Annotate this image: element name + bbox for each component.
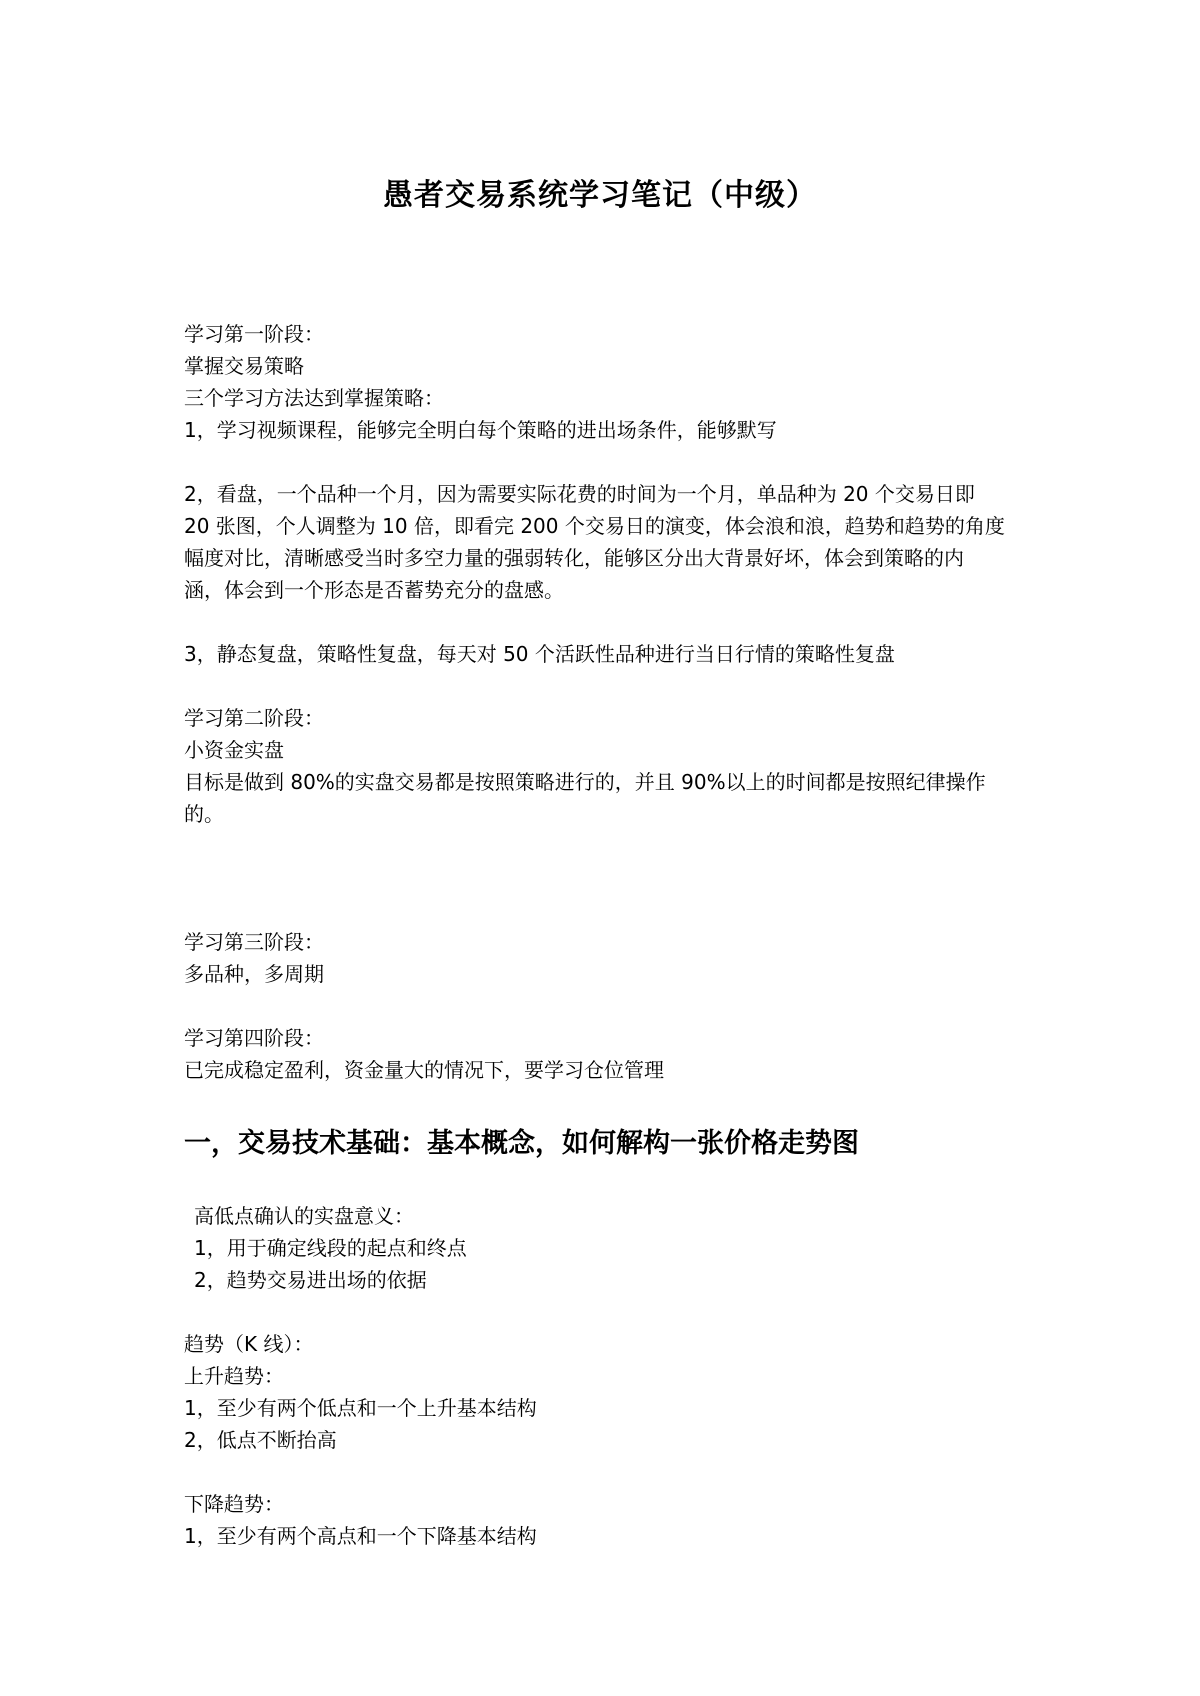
stage3-goal: 多品种，多周期 xyxy=(184,962,324,986)
spacer xyxy=(184,446,1034,478)
downtrend-item: 1，至少有两个高点和一个下降基本结构 xyxy=(184,1524,537,1548)
uptrend-item: 2，低点不断抬高 xyxy=(184,1428,337,1452)
stage2-target-line: 目标是做到 80%的实盘交易都是按照策略进行的，并且 90%以上的时间都是按照纪律操作 xyxy=(184,770,986,794)
stage2-goal: 小资金实盘 xyxy=(184,738,284,762)
uptrend-heading: 上升趋势： xyxy=(184,1364,284,1388)
section-1-heading: 一，交易技术基础：基本概念，如何解构一张价格走势图 xyxy=(184,1128,859,1159)
spacer xyxy=(184,1456,1034,1488)
spacer xyxy=(184,830,1034,926)
spacer xyxy=(184,670,1034,702)
highlow-item: 2，趋势交易进出场的依据 xyxy=(194,1268,427,1292)
document-body xyxy=(184,318,1034,1552)
stage1-heading: 学习第一阶段： xyxy=(184,322,324,346)
stage1-item-1: 1，学习视频课程，能够完全明白每个策略的进出场条件，能够默写 xyxy=(184,418,777,442)
spacer xyxy=(184,1296,1034,1328)
stage2-target-line: 的。 xyxy=(184,802,224,826)
highlow-item: 1，用于确定线段的起点和终点 xyxy=(194,1236,467,1260)
uptrend-item: 1，至少有两个低点和一个上升基本结构 xyxy=(184,1396,537,1420)
stage2-heading: 学习第二阶段： xyxy=(184,706,324,730)
spacer xyxy=(184,1164,1034,1200)
stage4-heading: 学习第四阶段： xyxy=(184,1026,324,1050)
stage1-goal: 掌握交易策略 xyxy=(184,354,304,378)
spacer xyxy=(184,990,1034,1022)
stage4-goal: 已完成稳定盈利，资金量大的情况下，要学习仓位管理 xyxy=(184,1058,664,1082)
highlow-intro: 高低点确认的实盘意义： xyxy=(194,1204,414,1228)
trend-heading: 趋势（K 线）： xyxy=(184,1332,314,1356)
stage1-item-2-line: 幅度对比，清晰感受当时多空力量的强弱转化，能够区分出大背景好坏，体会到策略的内 xyxy=(184,546,964,570)
stage1-item-2-line: 涵，体会到一个形态是否蓄势充分的盘感。 xyxy=(184,578,564,602)
stage1-item-2-line: 2，看盘，一个品种一个月，因为需要实际花费的时间为一个月，单品种为 20 个交易日即 xyxy=(184,482,975,506)
downtrend-heading: 下降趋势： xyxy=(184,1492,284,1516)
stage1-methods-intro: 三个学习方法达到掌握策略： xyxy=(184,386,444,410)
stage1-item-2-line: 20 张图，个人调整为 10 倍，即看完 200 个交易日的演变，体会浪和浪，趋势和趋势的角度 xyxy=(184,514,1005,538)
spacer xyxy=(184,606,1034,638)
spacer xyxy=(184,1086,1034,1122)
document-title: 愚者交易系统学习笔记（中级） xyxy=(383,178,817,213)
stage1-item-3: 3，静态复盘，策略性复盘，每天对 50 个活跃性品种进行当日行情的策略性复盘 xyxy=(184,642,895,666)
stage3-heading: 学习第三阶段： xyxy=(184,930,324,954)
